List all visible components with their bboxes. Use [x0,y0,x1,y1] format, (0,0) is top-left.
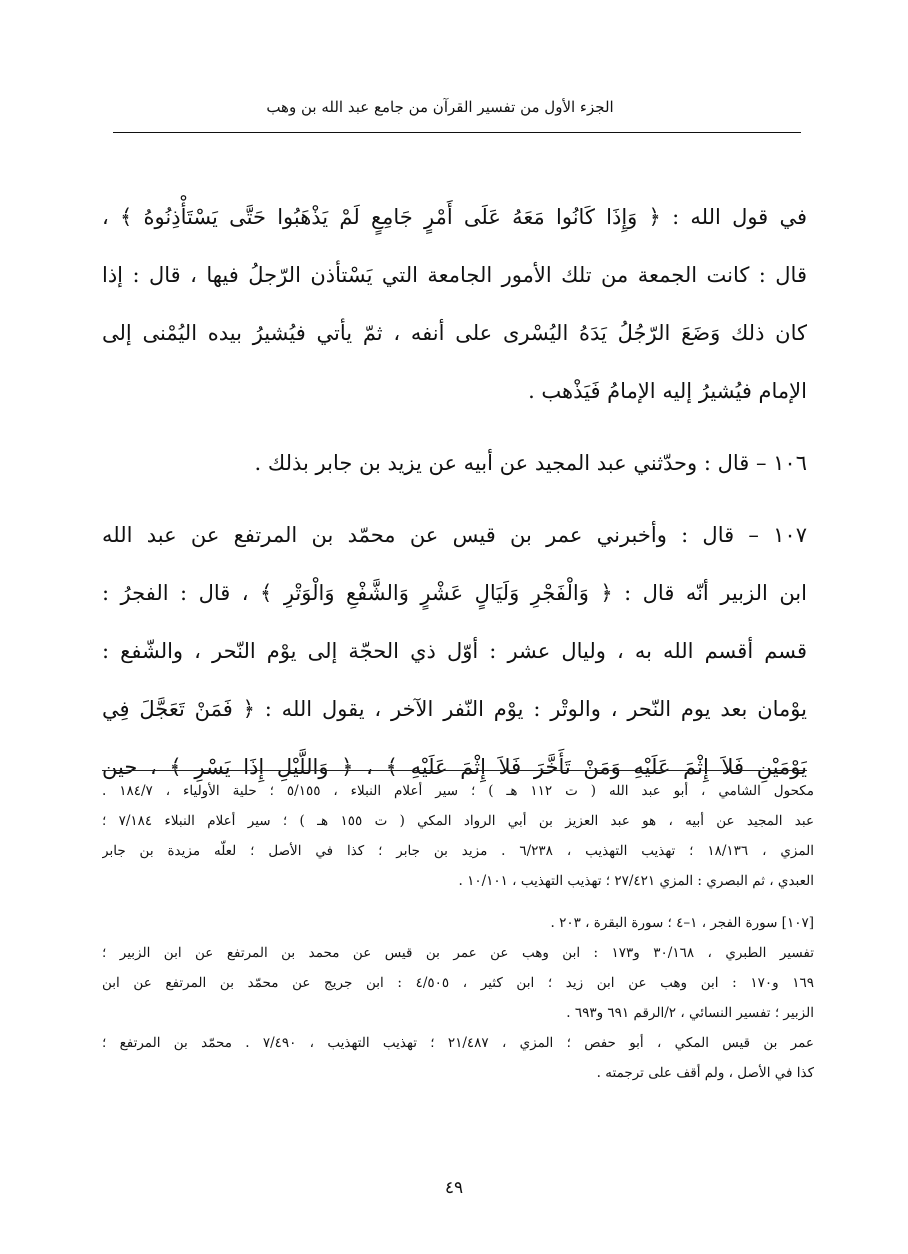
footnote-line: ١٦٩ و١٧٠ : ابن وهب عن ابن زيد ؛ ابن كثير ، ٤/٥٠٥ : ابن جريج عن محمّد بن المرتفع عن ابن [102,975,814,991]
paragraph-gap [102,420,807,434]
main-line: في قول الله : ﴿ وَإِذَا كَانُوا مَعَهُ عَلَى أَمْرٍ جَامِعٍ لَمْ يَذْهَبُوا حَتَّى يَسْتَأْذِنُوهُ ﴾ ، [102,205,807,229]
main-line: قال : كانت الجمعة من تلك الأمور الجامعة التي يَسْتأذن الرّجلُ فيها ، قال : إذا [102,263,807,287]
main-line: قسم أقسم الله به ، وليال عشر : أوّل ذي الحجّة إلى يوْم النّحر ، والشّفع : [102,639,807,663]
main-line: يوْمان بعد يوم النّحر ، والوتْر : يوْم النّفر الآخر ، يقول الله : ﴿ فَمَنْ تَعَجَّلَ فِي [102,697,807,721]
footnote-line: مكحول الشامي ، أبو عبد الله ( ت ١١٢ هـ ) ؛ سير أعلام النبلاء ، ٥/١٥٥ ؛ حلية الأولياء ، ١٨٤/٧ . [102,783,814,799]
main-text [102,188,807,796]
footnote-gap [102,896,814,908]
footnote-line: تفسير الطبري ، ٣٠/١٦٨ و١٧٣ : ابن وهب عن عمر بن قيس عن محمد بن المرتفع عن ابن الزبير ؛ [102,945,814,961]
footnote-line: الزبير ؛ تفسير النسائي ، ٢/الرقم ٦٩١ و٦٩٣ . [566,1005,814,1021]
footnote-rule [102,770,807,771]
main-line-hadith-106: ١٠٦ – قال : وحدّثني عبد المجيد عن أبيه عن يزيد بن جابر بذلك . [254,451,807,475]
page-number: ٤٩ [444,1178,464,1198]
header-rule [113,132,801,133]
main-line: الإمام فيُشيرُ إليه الإمامُ فَيَذْهب . [528,379,807,403]
running-head: الجزء الأول من تفسير القرآن من جامع عبد الله بن وهب [266,98,614,116]
footnote-line: عمر بن قيس المكي ، أبو حفص ؛ المزي ، ٢١/٤٨٧ ؛ تهذيب التهذيب ، ٧/٤٩٠ . محمّد بن المرتفع ؛ [102,1035,814,1051]
main-line: يَوْمَيْنِ فَلاَ إِثْمَ عَلَيْهِ وَمَنْ تَأَخَّرَ فَلاَ إِثْمَ عَلَيْهِ ﴾ ، ﴿ وَاللَّيْلِ إِذَا يَسْرِ ﴾ ، حين [102,755,807,779]
main-line-hadith-107: ١٠٧ – قال : وأخبرني عمر بن قيس عن محمّد بن المرتفع عن عبد الله [102,523,807,547]
footnote-line: المزي ، ١٨/١٣٦ ؛ تهذيب التهذيب ، ٦/٢٣٨ . مزيد بن جابر ؛ كذا في الأصل ؛ لعلّه مزيدة بن جابر [102,843,814,859]
footnote-line: عبد المجيد عن أبيه ، هو عبد العزيز بن أبي الرواد المكي ( ت ١٥٥ هـ ) ؛ سير أعلام النبلاء ٧/١٨٤ ؛ [102,813,814,829]
main-line: كان ذلك وَضَعَ الرّجُلُ يَدَهُ اليُسْرى على أنفه ، ثمّ يأتي فيُشيرُ بيده اليُمْنى إلى [102,321,807,345]
main-line: ابن الزبير أنّه قال : ﴿ وَالْفَجْرِ وَلَيَالٍ عَشْرٍ وَالشَّفْعِ وَالْوَتْرِ ﴾ ، قال : الفجرُ : [102,581,807,605]
footnotes [102,776,814,1088]
footnote-line: العبدي ، ثم البصري : المزي ٢٧/٤٢١ ؛ تهذيب التهذيب ، ١٠/١٠١ . [458,873,814,889]
footnote-line: [١٠٧] سورة الفجر ، ١–٤ ؛ سورة البقرة ، ٢٠٣ . [550,915,814,931]
paragraph-gap [102,492,807,506]
footnote-line: كذا في الأصل ، ولم أقف على ترجمته . [596,1065,814,1081]
